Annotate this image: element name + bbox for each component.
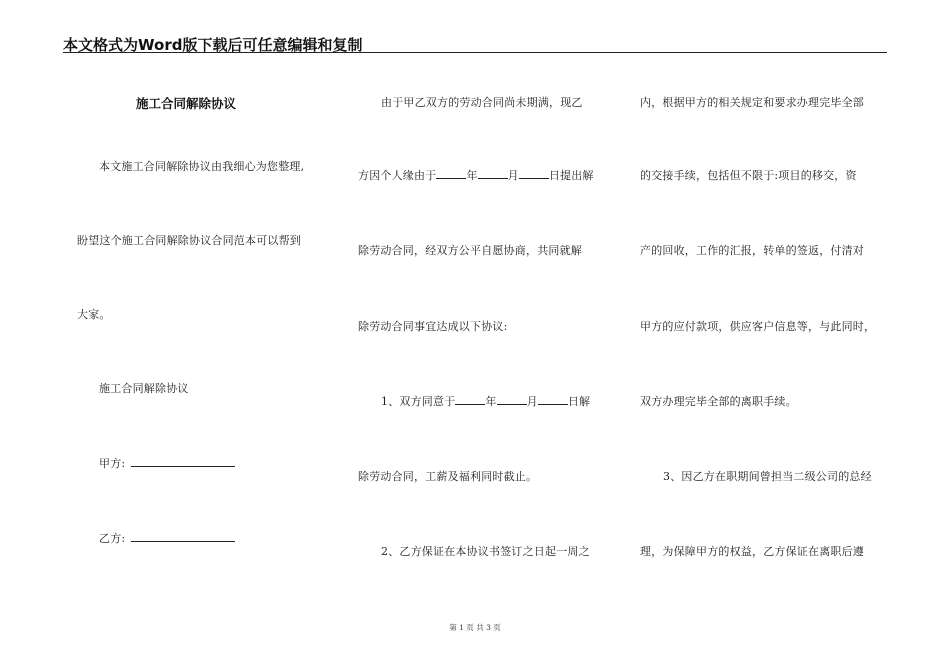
intro-line-2: 盼望这个施工合同解除协议合同范本可以帮到	[77, 234, 301, 247]
page-banner: 本文格式为Word版下载后可任意编辑和复制	[63, 36, 363, 54]
col2-line-5-c: 月	[526, 395, 538, 408]
col3-line-6: 3、因乙方在职期间曾担当二级公司的总经	[663, 470, 872, 483]
col2-line-2-c: 月	[507, 169, 519, 182]
party-a-blank	[131, 455, 235, 467]
col2-line-1: 由于甲乙双方的劳动合同尚未期满，现乙	[381, 96, 583, 109]
party-a-field	[99, 455, 235, 471]
month-blank	[478, 167, 508, 179]
month-blank	[497, 393, 527, 405]
col2-line-2-d: 日提出解	[548, 169, 594, 182]
col3-line-3: 产的回收，工作的汇报，转单的签返，付清对	[640, 244, 864, 257]
page-number: 第 1 页 共 3 页	[449, 623, 501, 632]
intro-line-3: 大家。	[77, 308, 111, 321]
col2-line-2	[358, 167, 594, 183]
col3-line-5: 双方办理完毕全部的离职手续。	[640, 395, 797, 408]
col2-line-2-a: 方因个人缘由于	[358, 169, 437, 182]
party-b-blank	[131, 530, 235, 542]
col2-line-7: 2、乙方保证在本协议书签订之日起一周之	[381, 545, 590, 558]
intro-line-1: 本文施工合同解除协议由我细心为您整理,	[99, 160, 305, 173]
col2-line-3: 除劳动合同，经双方公平自愿协商，共同就解	[358, 244, 582, 257]
year-blank	[455, 393, 485, 405]
col2-line-5-a: 1、双方同意于	[381, 395, 456, 408]
party-a-label: 甲方:	[99, 457, 126, 470]
day-blank	[519, 167, 549, 179]
document-title: 施工合同解除协议	[136, 96, 237, 111]
col2-line-4: 除劳动合同事宜达成以下协议:	[358, 320, 508, 333]
col2-line-5-b: 年	[485, 395, 497, 408]
header-rule	[63, 52, 887, 53]
year-blank	[436, 167, 466, 179]
col2-line-5-d: 日解	[567, 395, 591, 408]
col2-line-2-b: 年	[466, 169, 478, 182]
col3-line-7: 理，为保障甲方的权益，乙方保证在离职后遵	[640, 545, 864, 558]
party-b-label: 乙方:	[99, 532, 126, 545]
col3-line-2: 的交接手续，包括但不限于:项目的移交，资	[640, 169, 857, 182]
col3-line-1: 内，根据甲方的相关规定和要求办理完毕全部	[640, 96, 864, 109]
agreement-heading: 施工合同解除协议	[99, 382, 189, 395]
party-b-field	[99, 530, 235, 546]
day-blank	[538, 393, 568, 405]
col2-line-5	[381, 393, 590, 409]
col2-line-6: 除劳动合同，工薪及福利同时截止。	[358, 470, 538, 483]
col3-line-4: 甲方的应付款项，供应客户信息等，与此同时，	[640, 320, 876, 333]
